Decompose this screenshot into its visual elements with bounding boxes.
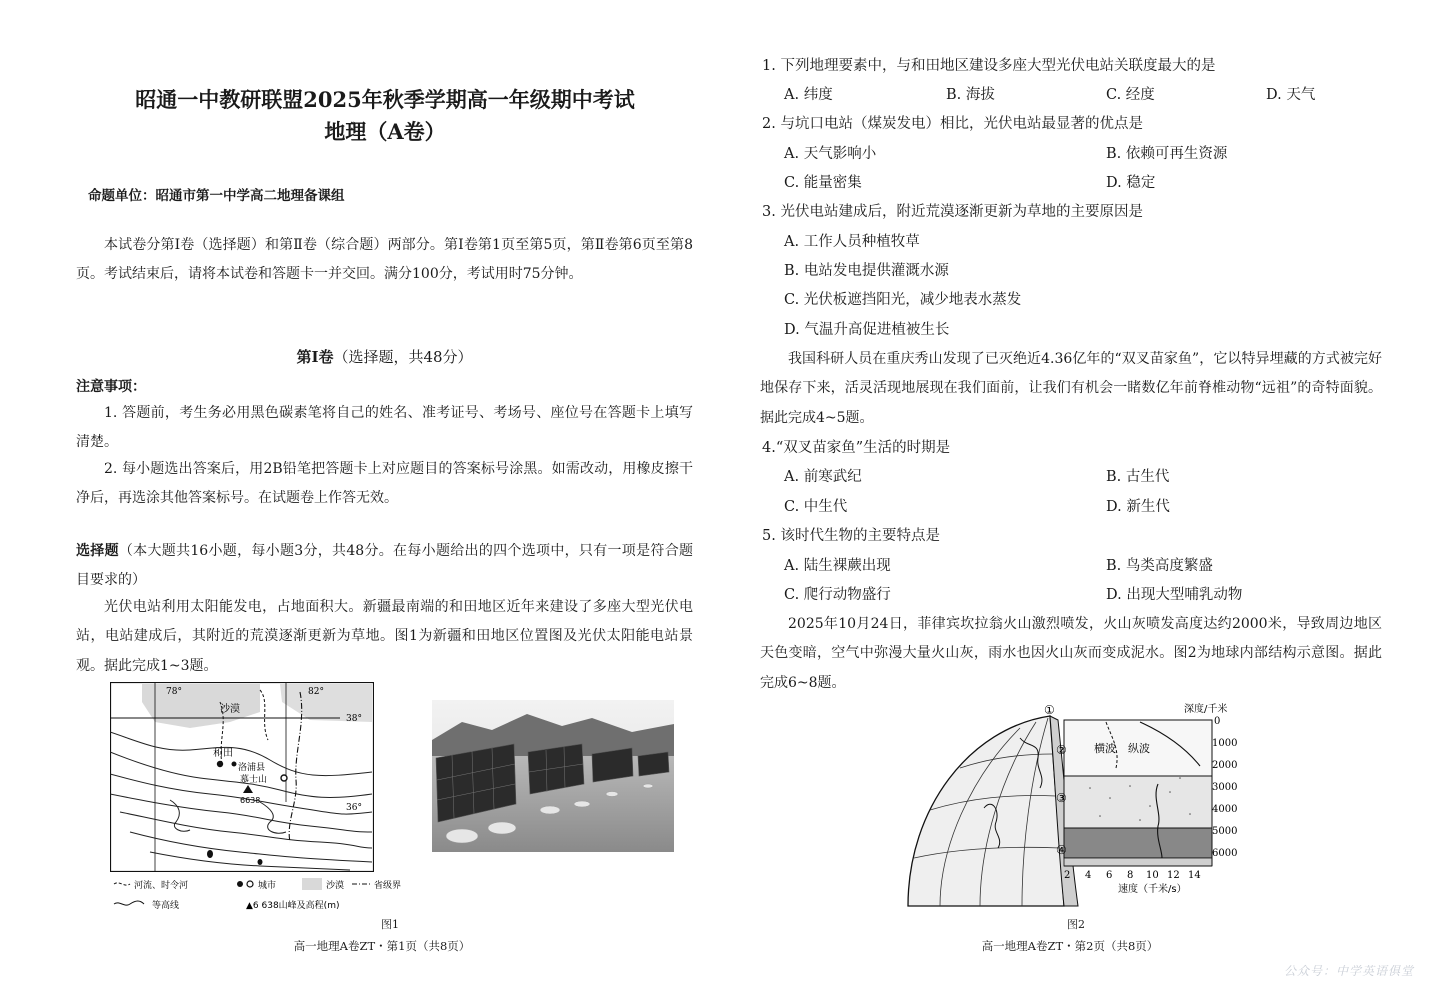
question-4: 4.“双叉苗家鱼”生活的时期是	[762, 440, 951, 456]
q5-option-d: D. 出现大型哺乳动物	[1106, 587, 1243, 603]
passage-3: 2025年10月24日，菲律宾坎拉翁火山激烈喷发，火山灰喷发高度达约2000米，导致周边地区天色变暗，空气中弥漫大量火山灰，雨水也因火山灰而变成泥水。图2为地球内部结构示意图。据此完成6~8题。	[760, 616, 1382, 691]
q4-option-b: B. 古生代	[1106, 469, 1170, 485]
peak-name-label: 慕士山	[240, 775, 268, 785]
passage-1: 光伏电站利用太阳能发电，占地面积大。新疆最南端的和田地区近年来建设了多座大型光伏电站，电站建成后，其附近的荒漠逐渐更新为草地。图1为新疆和田地区位置图及光伏太阳能电站景观。据此完成1~3题。	[76, 599, 693, 674]
question-1: 1. 下列地理要素中，与和田地区建设多座大型光伏电站关联度最大的是	[762, 58, 1216, 74]
speed-tick-10: 10	[1146, 870, 1159, 881]
s-wave-label: 横波	[1094, 742, 1116, 755]
q5-option-c: C. 爬行动物盛行	[784, 587, 891, 603]
depth-tick-6000: 6000	[1212, 848, 1238, 859]
question-2: 2. 与坑口电站（煤炭发电）相比，光伏电站最显著的优点是	[762, 116, 1143, 132]
section-heading	[76, 342, 693, 372]
figure-1-caption: 图1	[381, 918, 399, 931]
q3-option-b: B. 电站发电提供灌溉水源	[784, 263, 949, 279]
passage-2: 我国科研人员在重庆秀山发现了已灭绝近4.36亿年的“双叉苗家鱼”，它以特异埋藏的方式被完好地保存下来，活灵活现地展现在我们面前，让我们有机会一睹数亿年前脊椎动物“远祖”的奇特面貌。据此完成4~5题。	[760, 351, 1382, 426]
solar-photo-graphic	[432, 700, 674, 852]
section-rest: （选择题，共48分）	[333, 348, 473, 366]
question-5: 5. 该时代生物的主要特点是	[762, 528, 940, 544]
q3-option-c: C. 光伏板遮挡阳光，减少地表水蒸发	[784, 292, 1022, 308]
speed-tick-4: 4	[1085, 870, 1092, 881]
q4-option-a: A. 前寒武纪	[784, 469, 862, 485]
q5-option-a: A. 陆生裸蕨出现	[784, 558, 891, 574]
q5-option-b: B. 鸟类高度繁盛	[1106, 558, 1213, 574]
desert-label: 沙漠	[220, 704, 240, 715]
q2-option-c: C. 能量密集	[784, 175, 862, 191]
legend-contour: 等高线	[152, 901, 180, 911]
speed-tick-12: 12	[1167, 870, 1180, 881]
depth-tick-1000: 1000	[1212, 738, 1238, 749]
legend-graphic	[110, 874, 430, 914]
p-wave-label: 纵波	[1128, 742, 1150, 755]
speed-tick-2: 2	[1064, 870, 1071, 881]
layer-marker-1: ①	[1044, 703, 1055, 717]
speed-tick-8: 8	[1127, 870, 1134, 881]
layer-marker-3: ③	[1056, 791, 1067, 805]
notice-heading: 注意事项：	[76, 379, 146, 395]
exam-intro: 本试卷分第Ⅰ卷（选择题）和第Ⅱ卷（综合题）两部分。第Ⅰ卷第1页至第5页，第Ⅱ卷第6页至第8页。考试结束后，请将本试卷和答题卡一并交回。满分100分，考试用时75分钟。	[76, 237, 693, 283]
notice-item-1: 1. 答题前，考生务必用黑色碳素笔将自己的姓名、准考证号、考场号、座位号在答题卡上填写清楚。	[76, 405, 693, 451]
legend-border: 省级界	[374, 881, 402, 891]
legend-peak: ▲6 638山峰及高程(m)	[246, 901, 340, 911]
depth-tick-0: 0	[1214, 716, 1221, 727]
depth-tick-4000: 4000	[1212, 804, 1238, 815]
mc-bold: 选择题	[76, 543, 119, 559]
question-3: 3. 光伏电站建成后，附近荒漠逐渐更新为草地的主要原因是	[762, 204, 1143, 220]
watermark-text: 公众号：中学英语俱堂	[1283, 964, 1414, 978]
legend-desert: 沙漠	[326, 881, 345, 891]
q1-option-d: D. 天气	[1266, 87, 1316, 103]
earth-interior-diagram	[900, 698, 1252, 912]
depth-tick-3000: 3000	[1212, 782, 1238, 793]
q2-option-b: B. 依赖可再生资源	[1106, 146, 1228, 162]
q2-option-a: A. 天气影响小	[784, 146, 877, 162]
q1-option-b: B. 海拔	[946, 87, 995, 103]
page-1-footer: 高一地理A卷ZT・第1页（共8页）	[293, 939, 471, 953]
lat-38-label: 38°	[346, 714, 362, 724]
depth-axis-title: 深度/千米	[1184, 704, 1228, 715]
hotan-location-map	[110, 682, 374, 872]
section-bold: 第Ⅰ卷	[296, 348, 334, 366]
city-hotan-label: 和田	[213, 748, 233, 759]
layer-marker-4: ④	[1056, 843, 1067, 857]
exam-title: 昭通一中教研联盟2025年秋季学期高一年级期中考试	[135, 87, 635, 112]
q2-option-d: D. 稳定	[1106, 175, 1156, 191]
q4-option-d: D. 新生代	[1106, 499, 1170, 515]
q3-option-d: D. 气温升高促进植被生长	[784, 322, 950, 338]
solar-plant-photo	[432, 700, 674, 852]
lon-82-label: 82°	[308, 687, 324, 697]
mc-rest: （本大题共16小题，每小题3分，共48分。在每小题给出的四个选项中，只有一项是符合题目要求的）	[76, 543, 693, 589]
speed-axis-title: 速度（千米/s）	[1118, 884, 1187, 895]
author-unit: 命题单位：昭通市第一中学高二地理备课组	[88, 188, 345, 204]
q1-option-a: A. 纬度	[784, 87, 833, 103]
figure-2-caption: 图2	[1067, 918, 1085, 931]
mc-instructions	[76, 537, 693, 596]
legend-city: 城市	[258, 881, 277, 891]
depth-tick-5000: 5000	[1212, 826, 1238, 837]
lat-36-label: 36°	[346, 803, 362, 813]
exam-subject-title: 地理（A卷）	[324, 119, 446, 144]
earth-diagram-graphic	[900, 698, 1252, 912]
peak-height-label: 6638	[240, 796, 261, 805]
speed-tick-6: 6	[1106, 870, 1113, 881]
q4-option-c: C. 中生代	[784, 499, 848, 515]
city-luopu-label: 洛浦县	[238, 763, 266, 773]
depth-tick-2000: 2000	[1212, 760, 1238, 771]
q1-option-c: C. 经度	[1106, 87, 1155, 103]
legend-river: 河流、时令河	[134, 881, 189, 891]
map-legend	[110, 874, 430, 914]
notice-item-2: 2. 每小题选出答案后，用2B铅笔把答题卡上对应题目的答案标号涂黑。如需改动，用橡皮擦干净后，再选涂其他答案标号。在试题卷上作答无效。	[76, 461, 693, 507]
map-graphic	[110, 682, 374, 872]
layer-marker-2: ②	[1056, 743, 1067, 757]
page-2-footer: 高一地理A卷ZT・第2页（共8页）	[981, 939, 1159, 953]
lon-78-label: 78°	[166, 687, 182, 697]
speed-tick-14: 14	[1188, 870, 1201, 881]
q3-option-a: A. 工作人员种植牧草	[784, 234, 920, 250]
